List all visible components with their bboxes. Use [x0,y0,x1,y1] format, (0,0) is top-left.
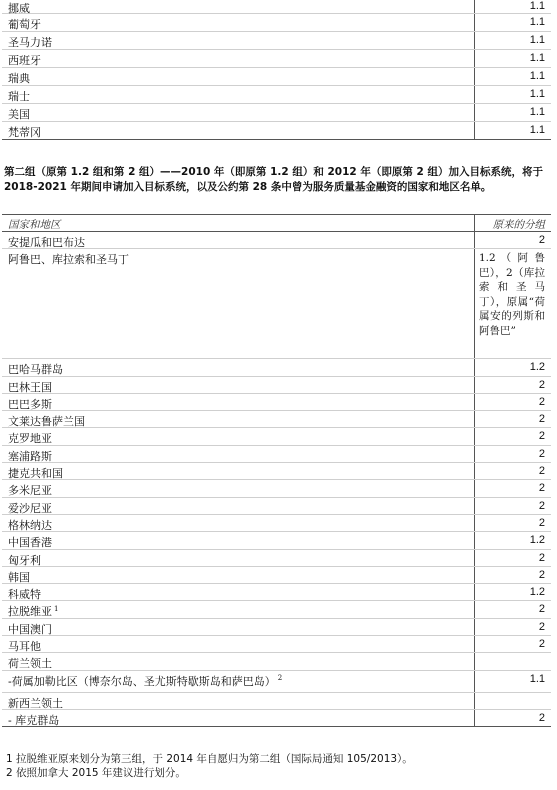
country-cell: 匈牙利 [2,550,475,566]
country-cell: 克罗地亚 [2,428,475,444]
country-cell: 巴巴多斯 [2,394,475,410]
table-row [2,50,551,68]
group-cell: 2 [538,516,545,529]
group-cell: 2 [538,482,545,495]
group-cell: 1.2 [529,586,545,599]
country-cell: 格林纳达 [2,515,475,531]
table-row [2,636,551,653]
table-row [2,532,551,549]
table-row [2,104,551,122]
top-table [2,0,551,140]
group-cell: 1.1 [529,34,545,46]
table-row [2,428,551,445]
country-cell: 挪威 [2,0,475,13]
group-cell: 1.1 [529,88,545,100]
country-cell: 巴哈马群岛 [2,359,475,375]
group-two-table [2,214,551,727]
footnote-marker: 2 [277,673,283,682]
country-cell: 新西兰领土 [2,693,475,709]
group-cell: 2 [538,413,545,426]
group-cell [475,653,551,669]
group-cell: 2 [538,603,545,616]
table-row [2,394,551,411]
group-cell: 1.1 [529,672,545,685]
table-row [2,446,551,463]
table-row [2,359,551,376]
group-cell: 1.1 [529,70,545,82]
table-row [2,584,551,601]
group-cell [475,249,551,358]
table-row [2,377,551,394]
group-cell: 2 [538,499,545,512]
column-header-group: 原来的分组 [492,219,545,231]
table-row [2,463,551,480]
footnote-2: 2 依照加拿大 2015 年建议进行划分。 [6,767,186,779]
table-header [2,214,551,232]
country-cell: 巴林王国 [2,377,475,393]
group-cell: 2 [538,465,545,478]
footnote-marker: 1 [54,604,59,613]
country-cell: 爱沙尼亚 [2,498,475,514]
group-cell: 1.1 [529,52,545,64]
table-row [2,601,551,618]
country-cell: - 库克群岛 [2,710,475,726]
group-cell: 2 [538,551,545,564]
footnotes [6,752,546,780]
country-cell: 多米尼亚 [2,480,475,496]
group-cell: 2 [538,447,545,460]
table-row [2,0,551,14]
country-cell: 中国澳门 [2,619,475,635]
group-cell: 2 [538,568,545,581]
footnote-1: 1 拉脱维亚原来划分为第三组，于 2014 年自愿归为第二组（国际局通知 105/2013）。 [6,753,413,765]
group-cell: 2 [538,430,545,443]
country-cell [2,601,475,617]
country-cell: 梵蒂冈 [2,122,475,139]
country-cell: 安提瓜和巴布达 [2,232,475,248]
table-row [2,619,551,636]
table-row [2,498,551,515]
group-cell: 2 [538,711,545,724]
country-cell: 塞浦路斯 [2,446,475,462]
group-cell: 1.1 [529,106,545,118]
group-cell: 1.1 [529,16,545,28]
group-cell: 1.2 [529,534,545,547]
country-cell: 马耳他 [2,636,475,652]
group-cell: 2 [538,395,545,408]
country-cell: 文莱达鲁萨兰国 [2,411,475,427]
table-row [2,550,551,567]
country-cell [2,671,475,692]
table-row [2,32,551,50]
column-header-country: 国家和地区 [2,215,475,231]
table-row [2,232,551,249]
country-cell: 圣马力诺 [2,32,475,49]
country-cell: 科威特 [2,584,475,600]
table-row [2,14,551,32]
country-name: -荷属加勒比区（博奈尔岛、圣尤斯特歇斯岛和萨巴岛） [8,674,276,688]
table-row [2,567,551,584]
group-cell: 2 [538,378,545,391]
table-row [2,86,551,104]
group-cell: 1.1 [529,124,545,136]
group-cell: 1.2 [529,361,545,374]
table-row [2,249,551,359]
table-row [2,411,551,428]
country-cell: 阿鲁巴、库拉索和圣马丁 [2,249,475,358]
group-cell [475,693,551,709]
country-cell: 西班牙 [2,50,475,67]
country-cell: 瑞士 [2,86,475,103]
table-row [2,671,551,693]
group-cell: 2 [538,638,545,651]
table-row [2,653,551,670]
group-note: 1.2 （ 阿 鲁 巴），2（库拉索和圣马丁），原属“荷属安的列斯和阿鲁巴” [479,252,545,337]
table-row [2,122,551,140]
group-cell: 2 [538,234,545,246]
section-heading: 第二组（原第 1.2 组和第 2 组）——2010 年（即原第 1.2 组）和 2012 年（即原第 2 组）加入目标系统，将于 2018-2021 年期间申请加入目标系统，以及公约第 28 条中曾为服务质量基金融资的国家和地区名单。 [4,166,543,193]
country-cell: 美国 [2,104,475,121]
country-cell: 瑞典 [2,68,475,85]
table-row [2,68,551,86]
table-row [2,693,551,710]
country-cell: 韩国 [2,567,475,583]
country-cell: 捷克共和国 [2,463,475,479]
table-row [2,480,551,497]
country-cell: 葡萄牙 [2,14,475,31]
country-cell: 荷兰领土 [2,653,475,669]
group-cell: 2 [538,620,545,633]
table-row [2,515,551,532]
country-name: 拉脱维亚 [8,605,52,619]
table-row [2,710,551,727]
group-cell: 1.1 [529,0,545,12]
country-cell: 中国香港 [2,532,475,548]
